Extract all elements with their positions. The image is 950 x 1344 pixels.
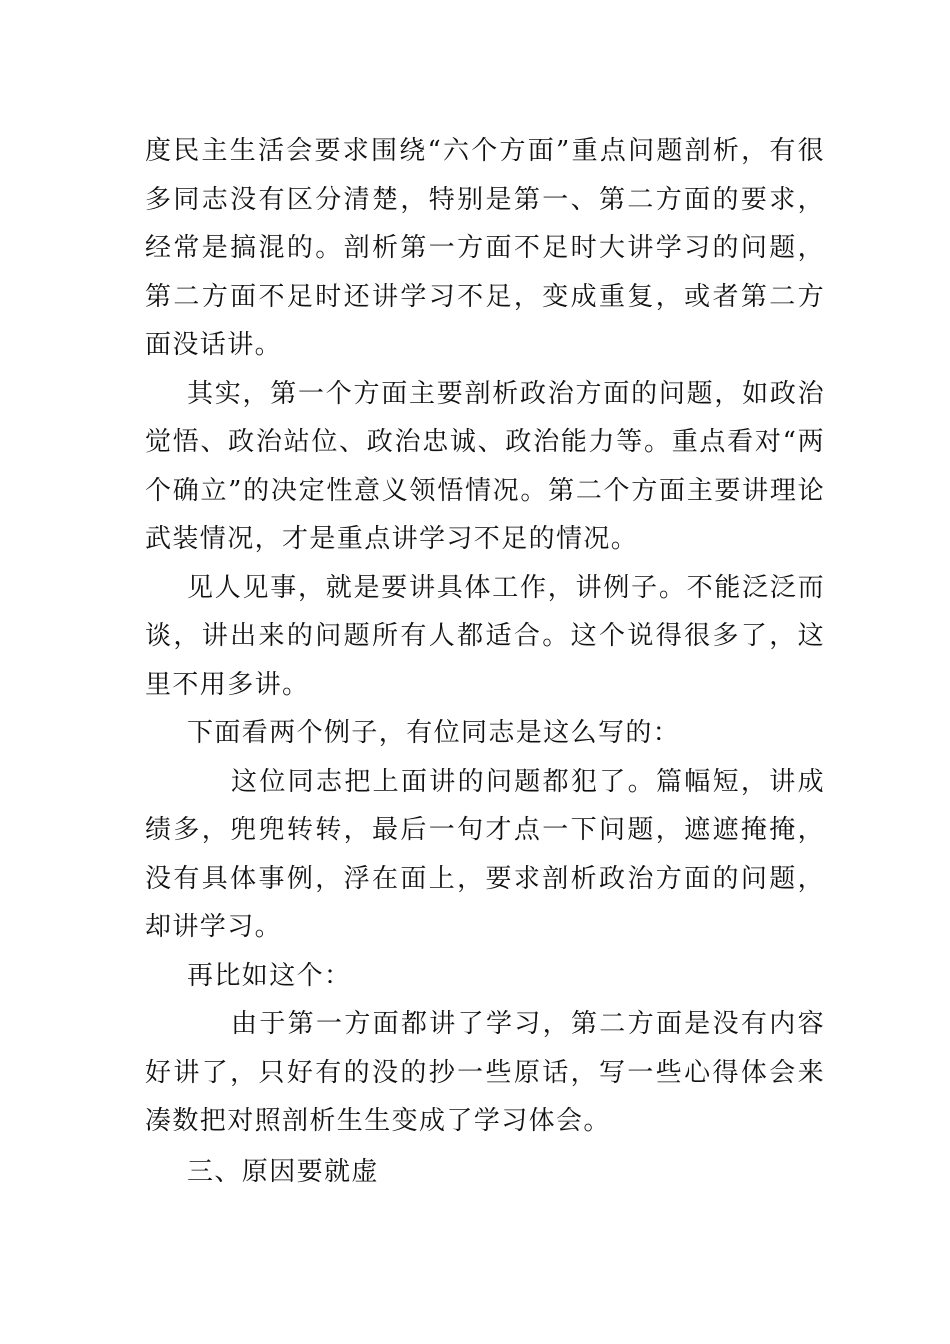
paragraph-see-people-see-things: 见人见事，就是要讲具体工作，讲例子。不能泛泛而谈，讲出来的问题所有人都适合。这个说得很多了，这里不用多讲。 [145, 572, 825, 700]
paragraph-example-two-comment: 由于第一方面都讲了学习，第二方面是没有内容好讲了，只好有的没的抄一些原话，写一些心得体会来凑数把对照剖析生生变成了学习体会。 [145, 1009, 825, 1136]
paragraph-another-example-intro: 再比如这个： [187, 960, 352, 991]
paragraph-first-aspect-explanation: 其实，第一个方面主要剖析政治方面的问题，如政治觉悟、政治站位、政治忠诚、政治能力等。重点看对“两个确立”的决定性意义领悟情况。第二个方面主要讲理论武装情况，才是重点讲学习不足的情况。 [145, 378, 825, 554]
section-heading-three: 三、原因要就虚 [187, 1156, 379, 1187]
document-body [145, 127, 825, 1196]
paragraph-example-one-comment: 这位同志把上面讲的问题都犯了。篇幅短，讲成绩多，兜兜转转，最后一句才点一下问题，遮遮掩掩，没有具体事例，浮在面上，要求剖析政治方面的问题，却讲学习。 [145, 766, 825, 942]
paragraph-continuation: 度民主生活会要求围绕“六个方面”重点问题剖析，有很多同志没有区分清楚，特别是第一、第二方面的要求，经常是搞混的。剖析第一方面不足时大讲学习的问题，第二方面不足时还讲学习不足，变成重复，或者第二方面没话讲。 [145, 136, 825, 360]
paragraph-example-intro: 下面看两个例子，有位同志是这么写的： [187, 718, 681, 748]
